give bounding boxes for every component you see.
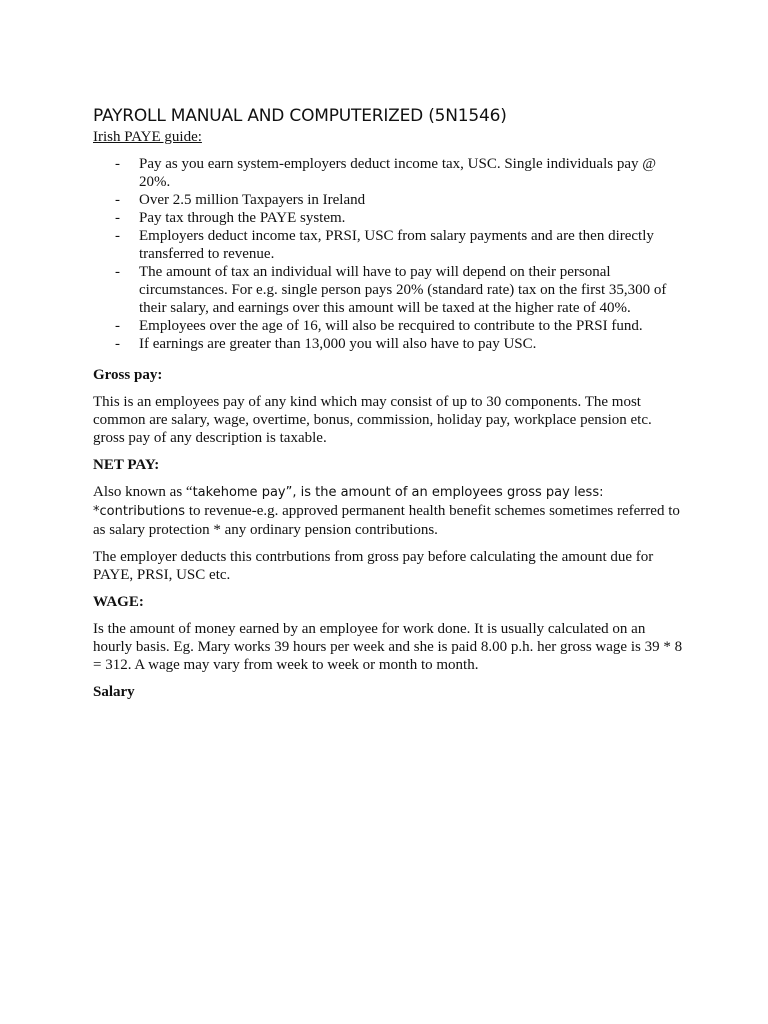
list-item [93,155,683,191]
list-item-text: Employers deduct income tax, PRSI, USC from salary payments and are then directly transferred to revenue. [139,228,654,262]
gross-pay-paragraph: This is an employees pay of any kind which may consist of up to 30 components. The most common are salary, wage, overtime, bonus, commission, holiday pay, workplace pension etc. gross pay of any description is taxable. [93,394,652,446]
bullet-dash: - [115,156,120,172]
bullet-dash: - [115,228,120,244]
net-pay-text-part2: takehome pay”, is the amount of an employees gross pay less: *contributions [93,485,604,519]
bullet-dash: - [115,336,120,352]
net-pay-paragraph-2: The employer deducts this contrbutions from gross pay before calculating the amount due for PAYE, PRSI, USC etc. [93,549,654,583]
net-pay-text-part1: Also known as “ [93,484,193,500]
paye-bullet-list [93,155,683,353]
list-item-text: If earnings are greater than 13,000 you will also have to pay USC. [139,336,537,352]
list-item-text: Over 2.5 million Taxpayers in Ireland [139,192,366,208]
wage-heading: WAGE: [93,594,144,610]
list-item-text: Pay as you earn system-employers deduct income tax, USC. Single individuals pay @ 20%. [139,156,657,190]
list-item-text: Employees over the age of 16, will also be recquired to contribute to the PRSI fund. [139,318,643,334]
bullet-dash: - [115,210,120,226]
list-item-text: The amount of tax an individual will have to pay will depend on their personal circumstances. For e.g. single person pays 20% (standard rate) tax on the first 35,300 of their salary, and earnings over this amount will be taxed at the higher rate of 40%. [139,264,667,316]
bullet-dash: - [115,264,120,280]
bullet-dash: - [115,192,120,208]
list-item [93,227,683,263]
salary-heading: Salary [93,684,135,700]
list-item-text: Pay tax through the PAYE system. [139,210,346,226]
net-pay-heading: NET PAY: [93,457,160,473]
list-item [93,263,683,317]
document-subtitle: Irish PAYE guide: [93,129,202,145]
wage-paragraph: Is the amount of money earned by an employee for work done. It is usually calculated on an hourly basis. Eg. Mary works 39 hours per week and she is paid 8.00 p.h. her gross wage is 39 * 8 = 312. A wage may vary from week to week or month to month. [93,621,683,673]
net-pay-paragraph [93,483,683,539]
document-title: PAYROLL MANUAL AND COMPUTERIZED (5N1546) [93,106,507,126]
list-item [93,191,683,209]
document-page [93,104,683,710]
list-item [93,209,683,227]
list-item [93,317,683,335]
list-item [93,335,683,353]
bullet-dash: - [115,318,120,334]
gross-pay-heading: Gross pay: [93,367,163,383]
net-pay-text-part3: to revenue-e.g. approved permanent health benefit schemes sometimes referred to as salary protection * any ordinary pension contributions. [93,503,680,538]
